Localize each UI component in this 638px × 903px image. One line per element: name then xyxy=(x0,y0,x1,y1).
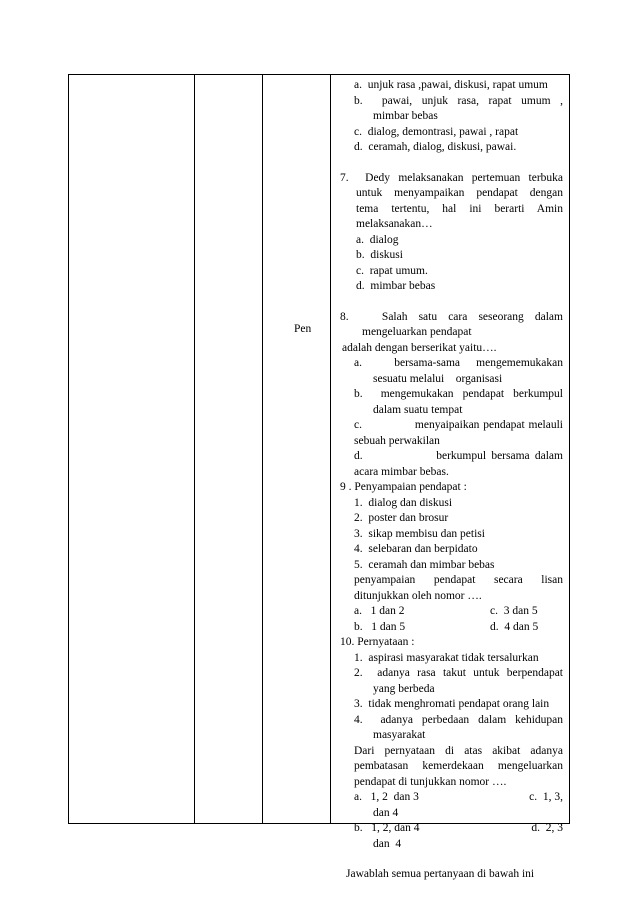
q7-stem-3: tema tertentu, hal ini berarti Amin xyxy=(356,202,563,215)
q6-option-b-cont: mimbar bebas xyxy=(373,110,438,122)
q9-question-2: ditunjukkan oleh nomor …. xyxy=(354,589,482,602)
q10-option-c: c. 1, 3, xyxy=(529,791,563,803)
q9-option-d: d. 4 dan 5 xyxy=(490,620,539,633)
q10-item-4-cont: masyarakat xyxy=(373,729,426,741)
q10-option-a-cont: dan 4 xyxy=(373,806,399,819)
q10-question-1: Dari pernyataan di atas akibat adanya xyxy=(354,744,563,757)
q10-question-3: pendapat di tunjukkan nomor …. xyxy=(354,775,507,788)
q6-option-b: b. pawai, unjuk rasa, rapat umum , xyxy=(354,94,563,107)
q10-option-a: a. 1, 2 dan 3 xyxy=(354,791,419,803)
q6-option-d: d. ceramah, dialog, diskusi, pawai. xyxy=(354,141,517,153)
q10-item-2: 2. adanya rasa takut untuk berpendapat xyxy=(354,667,563,679)
q10-item-4: 4. adanya perbedaan dalam kehidupan xyxy=(354,713,563,726)
q10-options-row-2 xyxy=(340,821,563,837)
q10-option-b-cont: dan 4 xyxy=(373,837,402,850)
q7-option-b: b. diskusi xyxy=(356,249,403,261)
table-column-1 xyxy=(69,75,195,823)
q9-item-3: 3. sikap membisu dan petisi xyxy=(354,527,485,540)
q9-question-1: penyampaian pendapat secara lisan xyxy=(354,574,563,586)
q7-option-a: a. dialog xyxy=(356,233,399,246)
q8-option-b: b. mengemukakan pendapat berkumpul xyxy=(354,388,563,400)
q10-stem: 10. Pernyataan : xyxy=(340,636,415,648)
questions-content xyxy=(340,78,563,883)
q10-item-1: 1. aspirasi masyarakat tidak tersalurkan xyxy=(354,651,539,664)
q8-option-d: d. berkumpul bersama dalam xyxy=(354,450,563,462)
q8-stem-3: adalah dengan berserikat yaitu…. xyxy=(342,341,497,354)
q8-option-c-cont: sebuah perwakilan xyxy=(354,434,440,447)
q10-options-row-1 xyxy=(340,790,563,806)
q6-option-c: c. dialog, demontrasi, pawai , rapat xyxy=(354,125,519,138)
table-column-3 xyxy=(262,75,331,823)
q8-option-a: a. bersama-sama mengememukakan xyxy=(354,357,563,369)
q7-stem-2: untuk menyampaikan pendapat dengan xyxy=(356,187,563,199)
q8-option-a-cont: sesuatu melalui organisasi xyxy=(373,372,503,385)
q8-option-c: c. menyaipaikan pendapat melauli xyxy=(354,419,563,431)
table-column-2 xyxy=(194,75,263,823)
q9-item-5: 5. ceramah dan mimbar bebas xyxy=(354,558,495,571)
q9-option-a: a. 1 dan 2 xyxy=(354,605,405,617)
q7-stem-1: 7. Dedy melaksanakan pertemuan terbuka xyxy=(340,171,563,184)
q9-option-b: b. 1 dan 5 xyxy=(354,620,406,633)
q10-option-d: d. 2, 3 xyxy=(531,822,563,834)
q8-stem-2: mengeluarkan pendapat xyxy=(362,326,472,338)
q10-option-b: b. 1, 2, dan 4 xyxy=(354,822,420,834)
q7-stem-4: melaksanakan… xyxy=(356,218,433,230)
q9-stem: 9 . Penyampaian pendapat : xyxy=(340,481,467,493)
q9-options-row-2 xyxy=(340,620,563,636)
q10-item-2-cont: yang berbeda xyxy=(373,682,435,695)
q9-options-row-1 xyxy=(340,604,563,620)
q9-item-2: 2. poster dan brosur xyxy=(354,512,449,524)
q9-item-4: 4. selebaran dan berpidato xyxy=(354,543,478,555)
q10-question-2: pembatasan kemerdekaan mengeluarkan xyxy=(354,760,563,772)
question-table xyxy=(68,74,570,880)
questions-column xyxy=(330,75,569,880)
q6-option-a: a. unjuk rasa ,pawai, diskusi, rapat umum xyxy=(354,79,548,91)
q9-item-1: 1. dialog dan diskusi xyxy=(354,496,453,509)
q9-option-c: c. 3 dan 5 xyxy=(490,605,538,617)
q8-option-d-cont: acara mimbar bebas. xyxy=(354,465,449,478)
q8-option-b-cont: dalam suatu tempat xyxy=(373,403,463,416)
side-label: Pen xyxy=(294,323,312,335)
q7-option-d: d. mimbar bebas xyxy=(356,280,436,292)
instruction-text: Jawablah semua pertanyaan di bawah ini xyxy=(346,868,535,880)
q7-option-c: c. rapat umum. xyxy=(356,264,428,277)
q8-stem-1: 8. Salah satu cara seseorang dalam xyxy=(340,310,563,323)
q10-item-3: 3. tidak menghromati pendapat orang lain xyxy=(354,698,550,710)
